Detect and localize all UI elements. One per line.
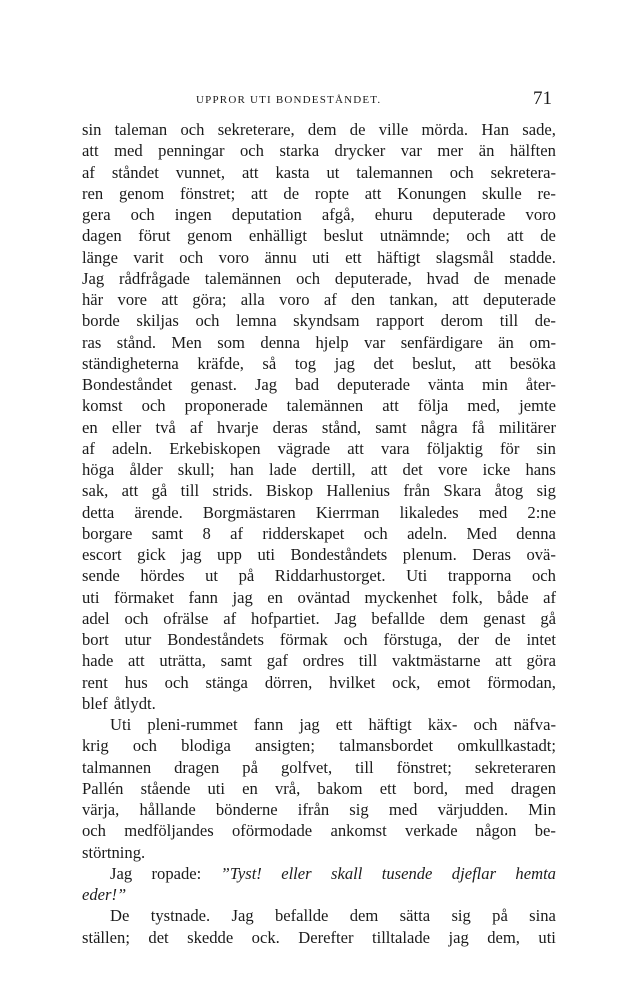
text-line: ställen; det skedde ock. Derefter tilltalade jag dem, uti	[82, 927, 556, 947]
text-line: här vore att göra; alla voro af den tankan, att deputerade	[82, 290, 556, 309]
text-line: bort utur Bondeståndets förmak och förstuga, der de intet	[82, 630, 556, 649]
text-line: rent hus och stänga dörren, hvilket ock, emot förmodan,	[82, 672, 556, 692]
text-line: hade att uträtta, samt gaf ordres till vaktmästarne att göra	[82, 651, 556, 671]
text-line: borgare samt 8 af ridderskapet och adeln. Med denna	[82, 523, 556, 543]
text-line: adel och ofrälse af hofpartiet. Jag befallde dem genast gå	[82, 608, 556, 628]
text-line: escort gick jag upp uti Bondeståndets plenum. Deras ovä-	[82, 545, 556, 564]
text-line: De tystnade. Jag befallde dem sätta sig på sina	[110, 906, 556, 926]
text-line: värja, hållande bönderne ifrån sig med värjudden. Min	[82, 800, 556, 819]
text-line: ras stånd. Men som denna hjelp var senfärdigare än om-	[82, 332, 556, 352]
text-line: Jag ropade: ”Tyst! eller skall tusende djeflar hemta	[110, 863, 556, 883]
text-line: sin taleman och sekreterare, dem de ville mörda. Han sade,	[82, 120, 556, 139]
text-line: att med penningar och starka drycker var mer än hälften	[82, 141, 556, 161]
text-line: ren genom fönstret; att de ropte att Konungen skulle re-	[82, 183, 556, 203]
text-line: Pallén stående uti en vrå, bakom ett bord, med dragen	[82, 778, 556, 798]
text-line: Bondeståndet genast. Jag bad deputerade vänta min åter-	[82, 375, 556, 394]
text-line: ständigheterna kräfde, så tog jag det beslut, att besöka	[82, 353, 556, 373]
text-line: störtning.	[82, 842, 146, 862]
text-line: och medföljandes oförmodade ankomst verkade någon be-	[82, 821, 556, 841]
body-text	[82, 119, 556, 948]
page-number: 71	[533, 88, 552, 109]
text-line: komst och proponerade talemännen att följa med, jemte	[82, 396, 556, 416]
text-line: borde skiljas och lemna skyndsam rapport derom till de-	[82, 311, 556, 331]
text-line: en eller två af hvarje deras stånd, samt några få militärer	[82, 417, 556, 437]
text-line: krig och blodiga ansigten; talmansbordet omkullkastadt;	[82, 736, 556, 756]
text-line: detta ärende. Borgmästaren Kierrman likaledes med 2:ne	[82, 502, 556, 522]
text-line: höga ålder skull; han lade dertill, att det vore icke hans	[82, 460, 556, 479]
text-line: af ståndet vunnet, att kasta ut talemannen och sekretera-	[82, 162, 556, 182]
text-line: gera och ingen deputation afgå, ehuru deputerade voro	[82, 205, 556, 224]
text-line: sende hördes ut på Riddarhustorget. Uti trapporna och	[82, 566, 556, 586]
text-line: talmannen dragen på golfvet, till fönstret; sekreteraren	[82, 757, 556, 777]
running-title: UPPROR UTI BONDESTÅNDET.	[196, 94, 382, 106]
text-line: eder!”	[82, 885, 127, 904]
text-line: Uti pleni-rummet fann jag ett häftigt käx- och näfva-	[110, 715, 556, 734]
text-line: länge varit och voro ännu uti ett häftigt slagsmål stadde.	[82, 247, 556, 267]
text-line: af adeln. Erkebiskopen vägrade att vara följaktig för sin	[82, 438, 556, 458]
text-line: uti förmaket fann jag en oväntad myckenhet folk, både af	[82, 587, 556, 607]
text-line: dagen förut genom enhälligt beslut utnämnde; och att de	[82, 226, 556, 246]
text-line: sak, att gå till strids. Biskop Hallenius från Skara åtog sig	[82, 481, 556, 501]
text-line: blef åtlydt.	[82, 693, 156, 713]
running-header	[82, 88, 556, 112]
text-line: Jag rådfrågade talemännen och deputerade, hvad de menade	[82, 268, 556, 288]
